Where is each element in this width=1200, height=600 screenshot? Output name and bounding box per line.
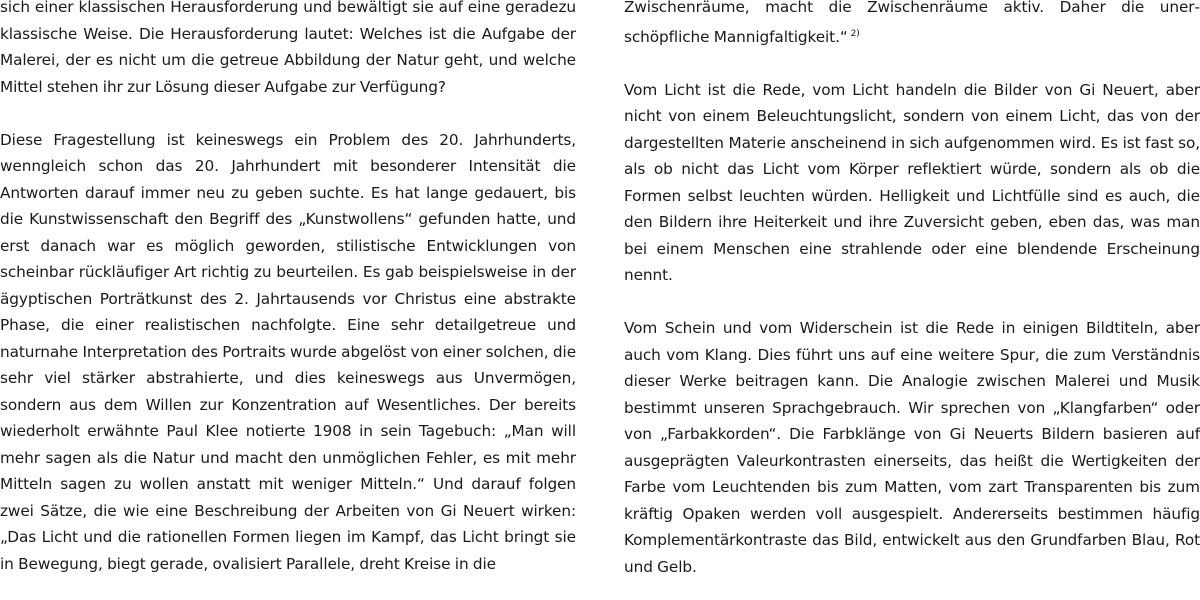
paragraph: Vom Schein und vom Widerschein ist die Rede in einigen Bildtiteln, aber auch vom Klang. Dies führt uns auf eine weitere Spur, die zum Verständnis dieser Werke beitragen kann. Die Analogie zwischen Malerei und Musik bestimmt unseren Sprachgebrauch. Wir sprechen von „Klangfarben“ oder von „Farbakkorden“. Die Farbklänge von Gi Neuerts Bildern basieren auf ausgeprägten Valeurkontrasten einerseits, das heißt die Wertigkeiten der Farbe vom Leuchtenden bis zum Matten, vom zart Transparenten bis zum kräftig Opaken werden voll ausgespielt. Andererseits bestimmen häufig Komplementärkontraste das Bild, entwickelt aus den Grundfarben Blau, Rot und Gelb. [624, 319, 1200, 576]
paragraph: Diese Fragestellung ist keineswegs ein Problem des 20. Jahrhunderts, wenngleich schon das 20. Jahrhundert mit besonderer Intensität die Antworten darauf immer neu zu geben suchte. Es hat lange gedauert, bis die Kunstwissenschaft den Begriff des „Kunstwollens“ gefunden hatte, und erst danach war es möglich geworden, stilistische Entwicklungen von scheinbar rückläufiger Art richtig zu beurteilen. Es gab beispielsweise in der ägyptischen Porträtkunst des 2. Jahrtausends vor Christus eine abstrakte Phase, die einer realistischen nachfolgte. Eine sehr detailgetreue und naturnahe Interpretation des Portraits wurde abgelöst von einer solchen, die sehr viel stärker abstrahierte, und dies keineswegs aus Unvermögen, sondern aus dem Willen zur Konzentration auf Wesentliches. Der bereits wiederholt erwähnte Paul Klee notierte 1908 in sein Tagebuch: „Man will mehr sagen als die Natur und macht den unmöglichen Fehler, es mit mehr Mitteln sagen zu wollen anstatt mit weniger Mitteln.“ Und darauf folgen zwei Sätze, die wie eine Beschreibung der Arbeiten von Gi Neuert wirken: „Das Licht und die rationellen Formen liegen im Kampf, das Licht bringt sie in Bewegung, biegt gerade, ovalisiert Parallele, dreht Kreise in die [0, 130, 576, 573]
footnote-marker: 2) [850, 28, 860, 39]
paragraph-text: Zwischenräume, macht die Zwischenräume aktiv. Daher die unerschöpfliche Mannigfaltigkeit.“ [624, 0, 1200, 46]
paragraph [624, 0, 1200, 50]
paragraph: sich einer klassischen Herausforderung und bewältigt sie auf eine geradezu klassische Weise. Die Herausforderung lautet: Welches ist die Aufgabe der Malerei, der es nicht um die getreue Abbildung der Natur geht, und welche Mittel stehen ihr zur Lösung dieser Aufgabe zur Verfügung? [0, 0, 576, 96]
paragraph: Vom Licht ist die Rede, vom Licht handeln die Bilder von Gi Neuert, aber nicht von einem Beleuchtungslicht, sondern von einem Licht, das von der dargestellten Materie anscheinend in sich aufgenommen wird. Es ist fast so, als ob nicht das Licht vom Körper reflektiert würde, sondern als ob die Formen selbst leuchten würden. Helligkeit und Lichtfülle sind es auch, die den Bildern ihre Heiterkeit und ihre Zuversicht geben, eben das, was man bei einem Menschen eine strahlende oder eine blendende Erscheinung nennt. [624, 80, 1200, 284]
right-text-column [624, 0, 1200, 580]
left-text-column [0, 0, 576, 577]
